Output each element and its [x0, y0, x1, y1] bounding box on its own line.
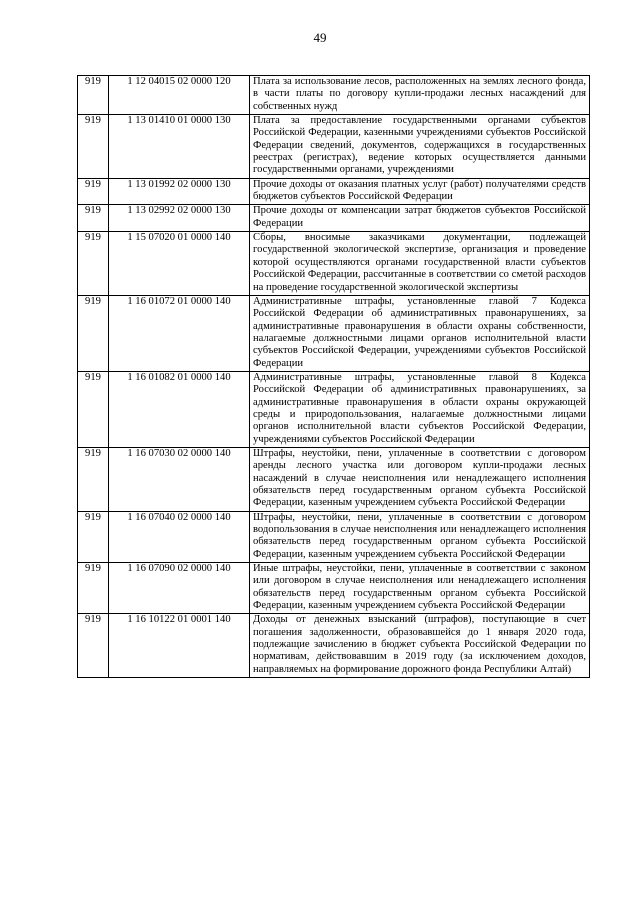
description-cell: Прочие доходы от оказания платных услуг (работ) получателями средств бюджетов субъектов Российской Федерации	[250, 178, 590, 205]
budget-code-cell: 1 12 04015 02 0000 120	[109, 76, 250, 115]
admin-code-cell: 919	[78, 205, 109, 232]
admin-code-cell: 919	[78, 295, 109, 371]
table-row	[78, 205, 590, 232]
description-cell: Прочие доходы от компенсации затрат бюджетов субъектов Российской Федерации	[250, 205, 590, 232]
table-row	[78, 295, 590, 371]
revenue-codes-table	[77, 75, 590, 678]
page-number: 49	[313, 30, 327, 45]
budget-code-cell: 1 16 07030 02 0000 140	[109, 447, 250, 511]
admin-code-cell: 919	[78, 511, 109, 562]
table-row	[78, 115, 590, 179]
budget-code-cell: 1 15 07020 01 0000 140	[109, 232, 250, 296]
description-cell: Плата за использование лесов, расположенных на землях лесного фонда, в части платы по договору купли-продажи лесных насаждений для собственных нужд	[250, 76, 590, 115]
table-row	[78, 232, 590, 296]
admin-code-cell: 919	[78, 178, 109, 205]
description-cell: Административные штрафы, установленные главой 8 Кодекса Российской Федерации об административных правонарушениях, за административные правонарушения в области охраны окружающей среды и природопользования, налагаемые должностными лицами органов исполнительной власти субъектов Российской Федерации, учреждениями субъектов Российской Федерации	[250, 371, 590, 447]
admin-code-cell: 919	[78, 563, 109, 614]
description-cell: Штрафы, неустойки, пени, уплаченные в соответствии с договором водопользования в случае неисполнения или ненадлежащего исполнения обязательств перед государственным органом субъекта Российской Федерации, казенным учреждением субъекта Российской Федерации	[250, 511, 590, 562]
admin-code-cell: 919	[78, 614, 109, 678]
budget-code-cell: 1 16 07090 02 0000 140	[109, 563, 250, 614]
budget-code-cell: 1 16 10122 01 0001 140	[109, 614, 250, 678]
admin-code-cell: 919	[78, 371, 109, 447]
budget-code-cell: 1 13 02992 02 0000 130	[109, 205, 250, 232]
description-cell: Административные штрафы, установленные главой 7 Кодекса Российской Федерации об административных правонарушениях, за административные правонарушения в области охраны собственности, налагаемые должностными лицами органов исполнительной власти субъектов Российской Федерации, учреждениями субъектов Российской Федерации	[250, 295, 590, 371]
admin-code-cell: 919	[78, 115, 109, 179]
description-cell: Иные штрафы, неустойки, пени, уплаченные в соответствии с законом или договором в случае неисполнения или ненадлежащего исполнения обязательств перед государственным органом субъекта Российской Федерации, казенным учреждением субъекта Российской Федерации	[250, 563, 590, 614]
table-row	[78, 178, 590, 205]
admin-code-cell: 919	[78, 232, 109, 296]
budget-code-cell: 1 16 01082 01 0000 140	[109, 371, 250, 447]
table-row	[78, 447, 590, 511]
table-row	[78, 614, 590, 678]
description-cell: Сборы, вносимые заказчиками документации, подлежащей государственной экологической экспертизе, организация и проведение которой осуществляются органами государственной власти субъектов Российской Федерации, рассчитанные в соответствии со сметой расходов на проведение государственной экологической экспертизы	[250, 232, 590, 296]
description-cell: Доходы от денежных взысканий (штрафов), поступающие в счет погашения задолженности, образовавшейся до 1 января 2020 года, подлежащие зачислению в бюджет субъекта Российской Федерации по нормативам, действовавшим в 2019 году (за исключением доходов, направляемых на формирование дорожного фонда Республики Алтай)	[250, 614, 590, 678]
budget-code-cell: 1 16 01072 01 0000 140	[109, 295, 250, 371]
table-row	[78, 371, 590, 447]
description-cell: Плата за предоставление государственными органами субъектов Российской Федерации, казенными учреждениями субъектов Российской Федерации сведений, документов, содержащихся в государственных реестрах (регистрах), ведение которых осуществляется данными государственными органами, учреждениями	[250, 115, 590, 179]
budget-code-cell: 1 16 07040 02 0000 140	[109, 511, 250, 562]
table-row	[78, 511, 590, 562]
admin-code-cell: 919	[78, 447, 109, 511]
table-row	[78, 563, 590, 614]
budget-code-cell: 1 13 01410 01 0000 130	[109, 115, 250, 179]
description-cell: Штрафы, неустойки, пени, уплаченные в соответствии с договором аренды лесного участка или договором купли-продажи лесных насаждений в случае неисполнения или ненадлежащего исполнения обязательств перед государственным органом субъекта Российской Федерации, казенным учреждением субъекта Российской Федерации	[250, 447, 590, 511]
budget-code-cell: 1 13 01992 02 0000 130	[109, 178, 250, 205]
admin-code-cell: 919	[78, 76, 109, 115]
table-row	[78, 76, 590, 115]
